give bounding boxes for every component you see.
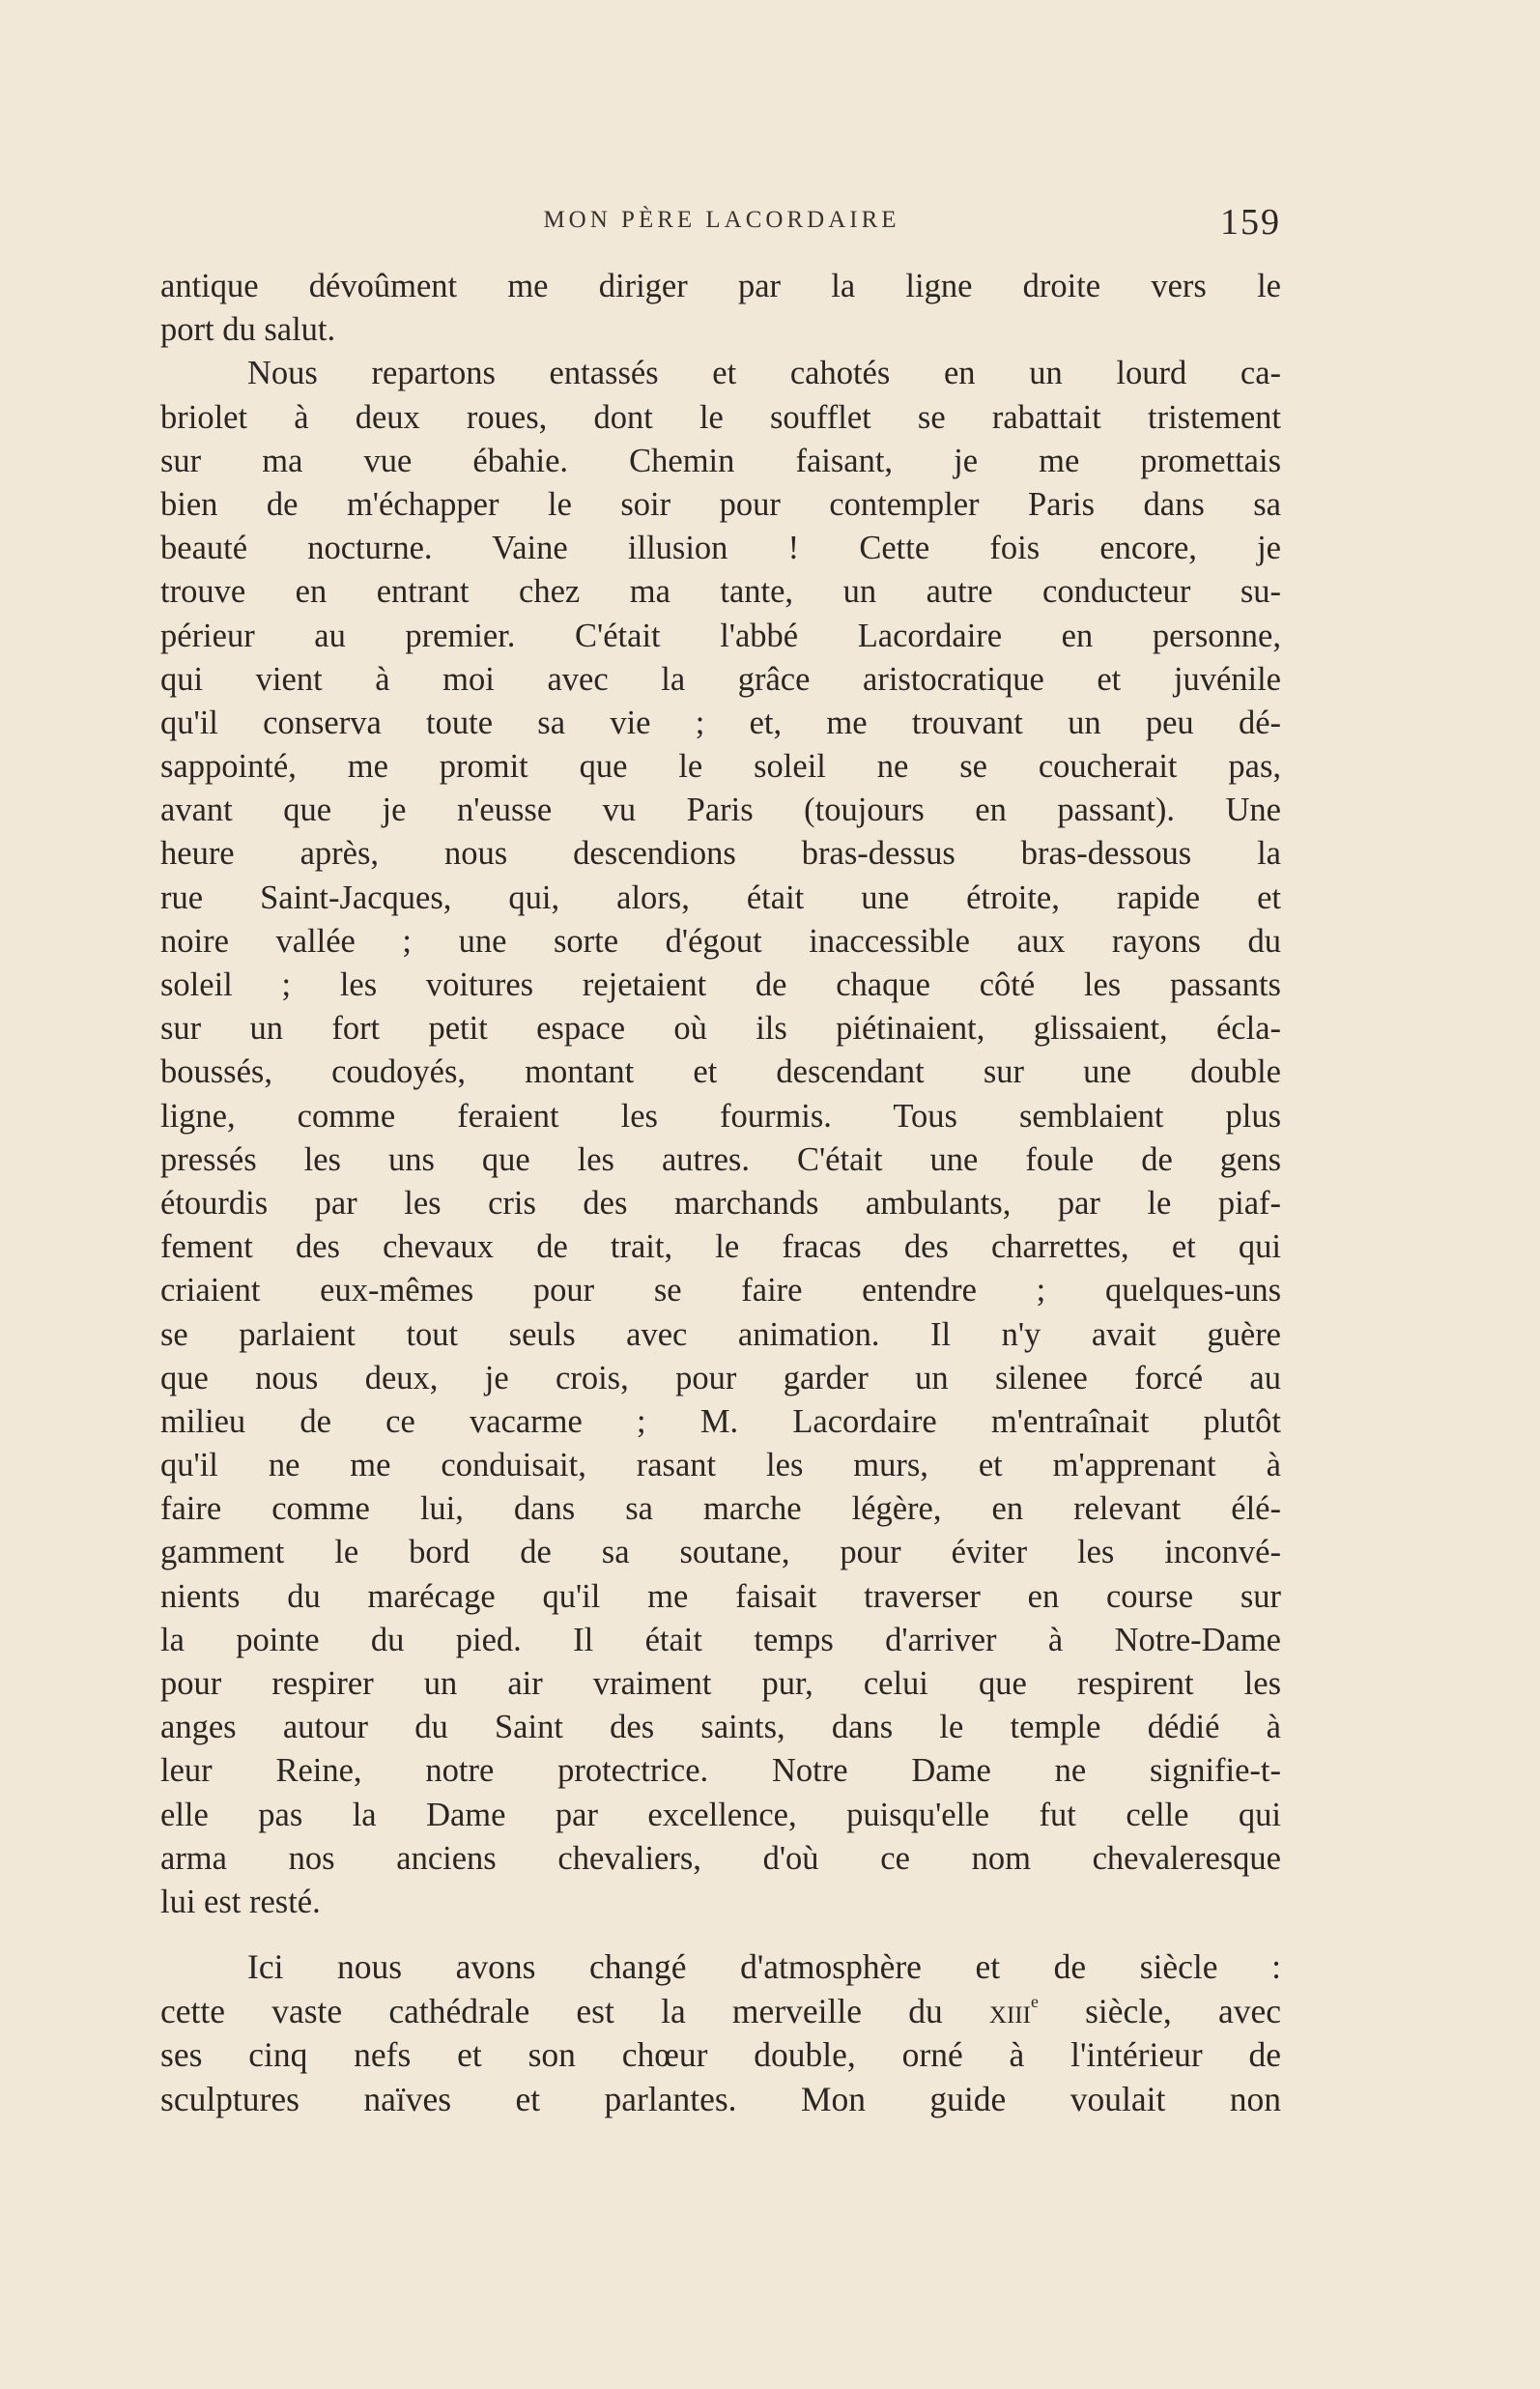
text-line: antique dévoûment me diriger par la ligne droite vers le [160, 268, 1281, 304]
text-line: périeur au premier. C'était l'abbé Lacordaire en personne, [160, 617, 1281, 654]
text-segment: cette vaste cathédrale est la merveille du [160, 1991, 989, 2030]
text-line: ligne, comme feraient les fourmis. Tous semblaient plus [160, 1097, 1281, 1135]
text-line: sculptures naïves et parlantes. Mon guide voulait non [160, 2079, 1281, 2118]
text-line: boussés, coudoyés, montant et descendant sur une double [160, 1053, 1281, 1091]
paragraph-1 [160, 265, 1281, 352]
page-header [162, 201, 1281, 249]
paragraph-gap [160, 1924, 1281, 1945]
page-number: 159 [1220, 202, 1281, 243]
text-line: noire vallée ; une sorte d'égout inaccessible aux rayons du [160, 922, 1281, 960]
text-line: port du salut. [160, 311, 336, 349]
text-line: avant que je n'eusse vu Paris (toujours en passant). Une [160, 792, 1281, 829]
text-line: rue Saint-Jacques, qui, alors, était une étroite, rapide et [160, 878, 1281, 916]
text-line: sur un fort petit espace où ils piétinaient, glissaient, écla- [160, 1010, 1281, 1048]
text-line: gamment le bord de sa soutane, pour éviter les inconvé- [160, 1534, 1281, 1571]
text-line: trouve en entrant chez ma tante, un autre conducteur su- [160, 573, 1281, 611]
text-line: arma nos anciens chevaliers, d'où ce nom chevaleresque [160, 1839, 1281, 1877]
text-line: Nous repartons entassés et cahotés en un lourd ca- [247, 355, 1281, 392]
text-line: leur Reine, notre protectrice. Notre Dame ne signifie-t- [160, 1752, 1281, 1790]
text-line: que nous deux, je crois, pour garder un silenee forcé au [160, 1359, 1281, 1396]
text-line: qu'il conserva toute sa vie ; et, me trouvant un peu dé- [160, 704, 1281, 741]
text-line: sappointé, me promit que le soleil ne se coucherait pas, [160, 748, 1281, 786]
paragraph-3 [160, 1945, 1281, 2121]
text-line: milieu de ce vacarme ; M. Lacordaire m'entraînait plutôt [160, 1402, 1281, 1440]
text-line: beauté nocturne. Vaine illusion ! Cette fois encore, je [160, 530, 1281, 567]
body-text [160, 265, 1281, 2121]
text-line: sur ma vue ébahie. Chemin faisant, je me promettais [160, 442, 1281, 479]
text-line: faire comme lui, dans sa marche légère, en relevant élé- [160, 1490, 1281, 1528]
text-segment: siècle, avec [1038, 1991, 1281, 2030]
running-head: MON PÈRE LACORDAIRE [543, 207, 900, 233]
text-line: lui est resté. [160, 1883, 321, 1920]
text-line: qui vient à moi avec la grâce aristocratique et juvénile [160, 660, 1281, 698]
text-line: la pointe du pied. Il était temps d'arriver à Notre-Dame [160, 1621, 1281, 1658]
superscript: e [1030, 1991, 1039, 2011]
text-line: anges autour du Saint des saints, dans le temple dédié à [160, 1709, 1281, 1746]
text-line: qu'il ne me conduisait, rasant les murs, et m'apprenant à [160, 1447, 1281, 1484]
text-line: ses cinq nefs et son chœur double, orné à l'intérieur de [160, 2035, 1281, 2075]
text-line: pressés les uns que les autres. C'était une foule de gens [160, 1140, 1281, 1178]
text-line: se parlaient tout seuls avec animation. Il n'y avait guère [160, 1315, 1281, 1353]
text-line: étourdis par les cris des marchands ambulants, par le piaf- [160, 1184, 1281, 1222]
text-line: criaient eux-mêmes pour se faire entendre ; quelques-uns [160, 1272, 1281, 1310]
text-line: soleil ; les voitures rejetaient de chaque côté les passants [160, 966, 1281, 1003]
text-line: Ici nous avons changé d'atmosphère et de siècle : [247, 1947, 1281, 1987]
roman-numeral [989, 1992, 1031, 2030]
roman-numeral-text: xiii [988, 1991, 1031, 2030]
text-line: bien de m'échapper le soir pour contempler Paris dans sa [160, 485, 1281, 523]
text-line: heure après, nous descendions bras-dessus bras-dessous la [160, 835, 1281, 873]
text-line: pour respirer un air vraiment pur, celui que respirent les [160, 1665, 1281, 1702]
text-line: fement des chevaux de trait, le fracas des charrettes, et qui [160, 1228, 1281, 1266]
paragraph-2 [160, 352, 1281, 1924]
text-line [160, 1990, 1281, 2034]
text-line: briolet à deux roues, dont le soufflet se rabattait tristement [160, 398, 1281, 436]
text-line: nients du marécage qu'il me faisait traverser en course sur [160, 1577, 1281, 1615]
text-line: elle pas la Dame par excellence, puisqu'elle fut celle qui [160, 1796, 1281, 1833]
